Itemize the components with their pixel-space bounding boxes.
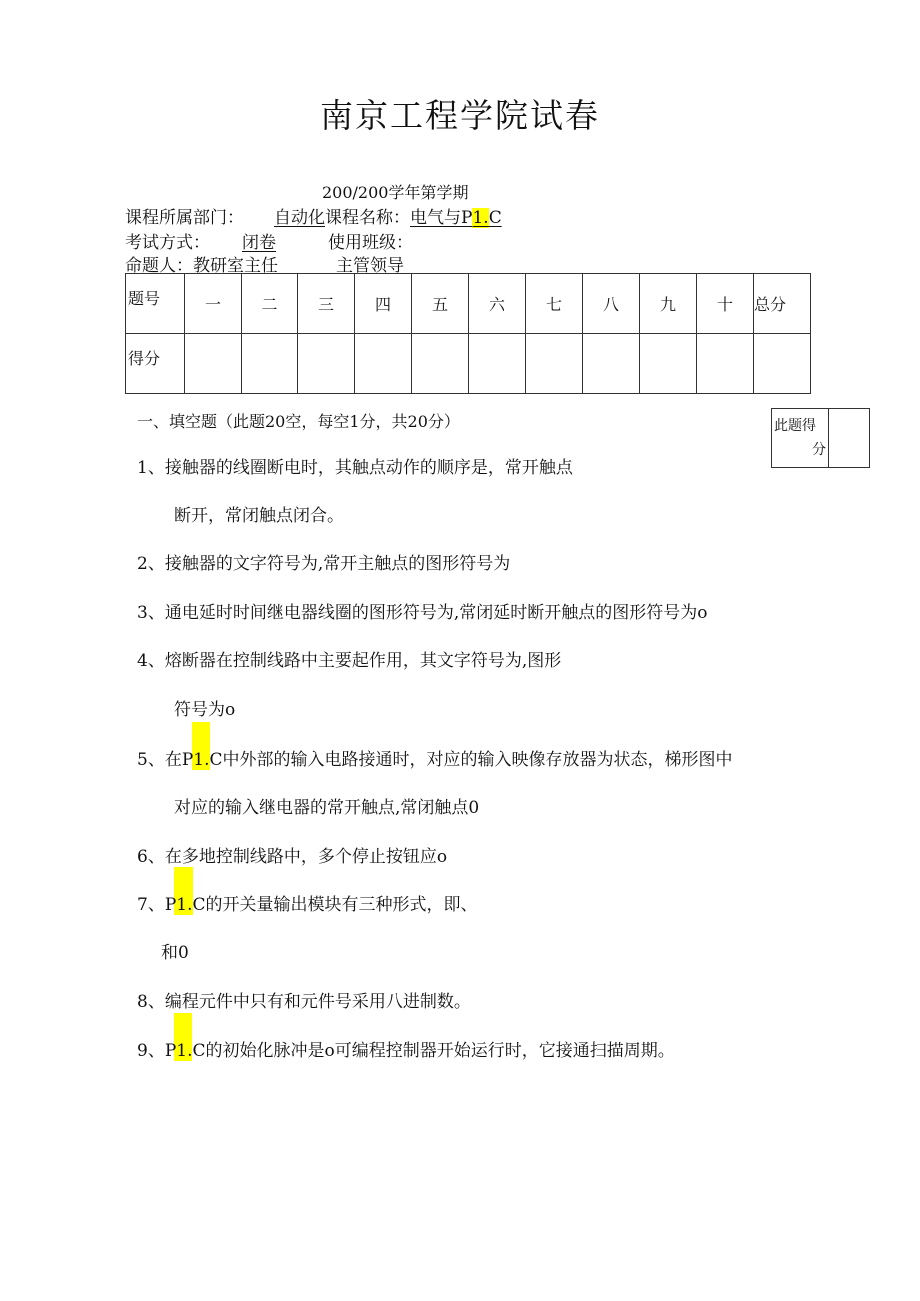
col-10: 十: [697, 274, 754, 334]
score-table: [125, 273, 811, 394]
score-cell[interactable]: [242, 334, 298, 394]
question-1-line-1: 1、接触器的线圈断电时，其触点动作的顺序是，常开触点: [137, 458, 573, 478]
score-cell[interactable]: [412, 334, 469, 394]
author-label: 命题人：: [125, 256, 193, 276]
leader-label: 主管领导: [336, 256, 404, 276]
score-cell[interactable]: [355, 334, 412, 394]
course-dept-line: [125, 203, 502, 228]
score-table-header-row: [126, 274, 811, 334]
col-8: 八: [583, 274, 640, 334]
col-2: 二: [242, 274, 298, 334]
score-cell-total[interactable]: [754, 334, 811, 394]
score-cell[interactable]: [469, 334, 526, 394]
dept-value: 自动化: [274, 208, 325, 228]
exam-mode-value: 闭卷: [242, 233, 276, 253]
question-4-line-1: 4、熔断器在控制线路中主要起作用，其文字符号为,图形: [137, 651, 562, 671]
page-title: 南京工程学院试春: [320, 96, 600, 135]
score-cell[interactable]: [640, 334, 697, 394]
question-8: 8、编程元件中只有和元件号采用八进制数。: [137, 992, 471, 1012]
author-value: 教研室主任: [193, 256, 278, 276]
col-7: 七: [526, 274, 583, 334]
question-2: 2、接触器的文字符号为,常开主触点的图形符号为: [137, 554, 511, 574]
col-4: 四: [355, 274, 412, 334]
section-score-box: [771, 408, 870, 468]
class-label: 使用班级：: [328, 233, 413, 253]
question-1-line-2: 断开，常闭触点闭合。: [174, 506, 344, 526]
section-score-cell[interactable]: [829, 409, 870, 468]
dept-label: 课程所属部门：: [125, 208, 244, 228]
question-7-line-1: 7、P1.C的开关量输出模块有三种形式，即、: [137, 895, 478, 915]
col-6: 六: [469, 274, 526, 334]
question-5-line-2: 对应的输入继电器的常开触点,常闭触点0: [174, 798, 480, 818]
col-total: 总分: [754, 274, 811, 334]
col-1: 一: [185, 274, 242, 334]
section-score-label: 此题得 分: [772, 409, 829, 468]
question-6: 6、在多地控制线路中，多个停止按钮应o: [137, 847, 448, 867]
col-3: 三: [298, 274, 355, 334]
score-cell[interactable]: [697, 334, 754, 394]
exam-mode-label: 考试方式：: [125, 233, 210, 253]
question-3: 3、通电延时时间继电器线圈的图形符号为,常闭延时断开触点的图形符号为o: [137, 603, 708, 623]
score-table-score-row: [126, 334, 811, 394]
score-cell[interactable]: [185, 334, 242, 394]
semester-line: 200/200学年第学期: [322, 183, 469, 202]
col-9: 九: [640, 274, 697, 334]
score-cell[interactable]: [526, 334, 583, 394]
question-7-line-2: 和0: [161, 943, 189, 963]
section-heading: 一、填空题（此题20空，每空1分，共20分）: [137, 412, 460, 431]
row-label-question-no: 题号: [126, 274, 185, 334]
row-label-score: 得分: [126, 334, 185, 394]
course-name-label: 课程名称：: [325, 208, 410, 228]
question-5-line-1: 5、在P1.C中外部的输入电路接通时，对应的输入映像存放器为状态，梯形图中: [137, 750, 733, 770]
exam-mode-line: [125, 228, 413, 253]
question-4-line-2: 符号为o: [174, 700, 236, 720]
score-cell[interactable]: [583, 334, 640, 394]
score-cell[interactable]: [298, 334, 355, 394]
col-5: 五: [412, 274, 469, 334]
question-9: 9、P1.C的初始化脉冲是o可编程控制器开始运行时，它接通扫描周期。: [137, 1041, 675, 1061]
course-name-value: 电气与P1.C: [410, 208, 502, 228]
